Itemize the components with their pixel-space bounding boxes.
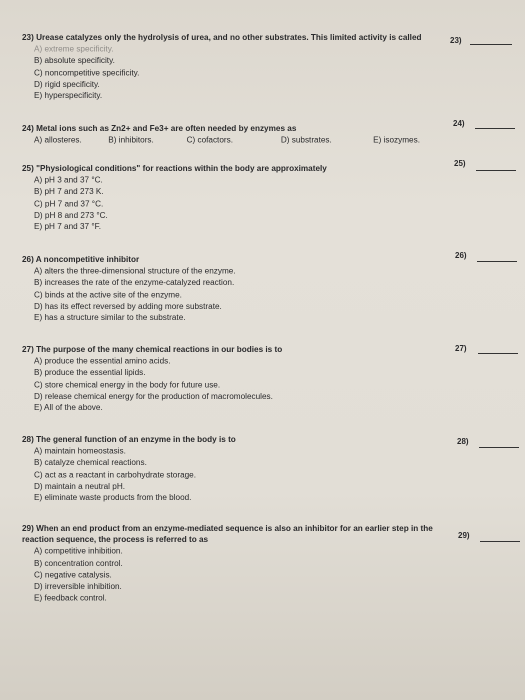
option-c: C) store chemical energy in the body for future use. bbox=[34, 379, 221, 390]
option-a: A) pH 3 and 37 °C. bbox=[34, 175, 103, 185]
question-27 bbox=[22, 344, 442, 414]
question-26 bbox=[22, 254, 442, 324]
question-stem-text: 24) Metal ions such as Zn2+ and Fe3+ are often needed by enzymes as bbox=[22, 123, 297, 133]
answer-number-23: 23) bbox=[450, 36, 462, 45]
option-a: A) competitive inhibition. bbox=[34, 546, 123, 557]
question-stem: 25) "Physiological conditions" for reactions within the body are approximately bbox=[22, 163, 327, 174]
option-e: E) All of the above. bbox=[34, 402, 103, 413]
option-d: D) substrates. bbox=[280, 135, 332, 145]
option-d: D) irreversible inhibition. bbox=[34, 581, 122, 592]
answer-blank-24[interactable] bbox=[475, 128, 515, 129]
answer-blank-26[interactable] bbox=[477, 261, 517, 262]
option-d: D) has its effect reversed by adding more substrate. bbox=[34, 301, 222, 311]
answer-blank-27[interactable] bbox=[478, 353, 518, 354]
option-d: D) pH 8 and 273 °C. bbox=[34, 210, 108, 220]
question-stem: 29) When an end product from an enzyme-mediated sequence is also an inhibitor for an earlier step in the reaction sequence, the process is referred to as bbox=[22, 523, 433, 545]
question-stem: 23) Urease catalyzes only the hydrolysis of urea, and no other substrates. This limited activity is called bbox=[22, 32, 422, 43]
option-b: B) catalyze chemical reactions. bbox=[34, 457, 147, 468]
option-a: A) produce the essential amino acids. bbox=[34, 356, 171, 366]
answer-number-27: 27) bbox=[455, 344, 467, 353]
question-stem: 26) A noncompetitive inhibitor bbox=[22, 254, 140, 265]
option-d: D) rigid specificity. bbox=[34, 79, 100, 89]
answer-number-29: 29) bbox=[458, 531, 470, 540]
option-a: A) alters the three-dimensional structure of the enzyme. bbox=[34, 266, 236, 276]
question-24 bbox=[22, 123, 442, 146]
question-stem: 27) The purpose of the many chemical reactions in our bodies is to bbox=[22, 344, 283, 355]
option-b: B) produce the essential lipids. bbox=[34, 367, 146, 378]
answer-number-28: 28) bbox=[457, 437, 469, 446]
question-stem: 28) The general function of an enzyme in the body is to bbox=[22, 434, 236, 445]
option-e: E) has a structure similar to the substrate. bbox=[34, 312, 186, 323]
question-stem bbox=[22, 123, 442, 135]
question-29 bbox=[22, 522, 442, 604]
answer-blank-28[interactable] bbox=[479, 447, 519, 448]
option-b: B) inhibitors. bbox=[108, 135, 154, 145]
option-c: C) cofactors. bbox=[186, 135, 233, 145]
option-a: A) allosteres. bbox=[34, 135, 82, 145]
answer-number-26: 26) bbox=[455, 251, 467, 260]
option-d: D) maintain a neutral pH. bbox=[34, 481, 126, 491]
option-b: B) pH 7 and 273 K. bbox=[34, 186, 104, 197]
question-25 bbox=[22, 163, 442, 233]
option-e: E) hyperspecificity. bbox=[34, 90, 103, 101]
option-b: B) absolute specificity. bbox=[34, 55, 115, 66]
answer-number-24: 24) bbox=[453, 119, 465, 128]
option-e: E) pH 7 and 37 °F. bbox=[34, 221, 101, 232]
option-e: E) isozymes. bbox=[373, 135, 420, 145]
answer-blank-23[interactable] bbox=[470, 44, 512, 45]
option-b: B) concentration control. bbox=[34, 558, 123, 568]
answer-blank-29[interactable] bbox=[480, 541, 520, 542]
option-e: E) feedback control. bbox=[34, 593, 107, 603]
question-28 bbox=[22, 434, 442, 504]
option-d: D) release chemical energy for the production of macromolecules. bbox=[34, 391, 273, 401]
option-c: C) act as a reactant in carbohydrate storage. bbox=[34, 469, 197, 480]
options-row bbox=[22, 134, 442, 146]
answer-blank-25[interactable] bbox=[476, 170, 516, 171]
option-c: C) binds at the active site of the enzyme. bbox=[34, 289, 182, 300]
option-b: B) increases the rate of the enzyme-catalyzed reaction. bbox=[34, 277, 235, 288]
option-c: C) pH 7 and 37 °C. bbox=[34, 198, 104, 209]
option-e: E) eliminate waste products from the blood. bbox=[34, 492, 192, 503]
answer-number-25: 25) bbox=[454, 159, 466, 168]
option-c: C) negative catalysis. bbox=[34, 570, 112, 580]
question-23 bbox=[22, 32, 442, 102]
option-a: A) extreme specificity. bbox=[34, 44, 114, 54]
option-a: A) maintain homeostasis. bbox=[34, 446, 126, 456]
option-c: C) noncompetitive specificity. bbox=[34, 67, 140, 78]
